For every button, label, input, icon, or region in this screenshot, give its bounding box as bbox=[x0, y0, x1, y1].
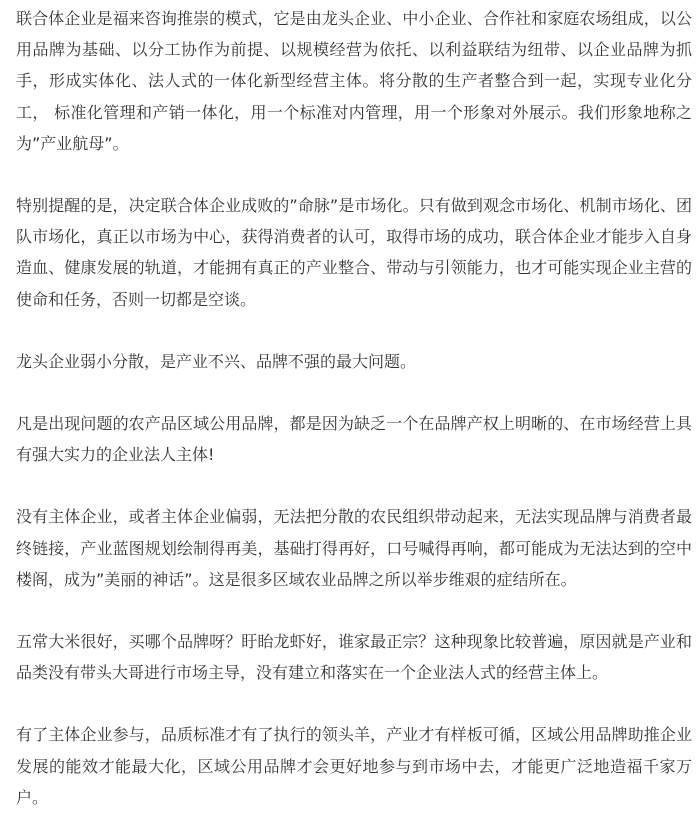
paragraph-consortium-model: 联合体企业是福来咨询推崇的模式，它是由龙头企业、中小企业、合作社和家庭农场组成，以公用品牌为基础、以分工协作为前提、以规模经营为依托、以利益联结为纽带、以企业品牌为抓手，形成实体化、法人式的一体化新型经营主体。将分散的生产者整合到一起，实现专业化分工， 标准化管理和产销一体化，用一个标准对内管理，用一个形象对外展示。我们形象地称之为”产业航母”。 bbox=[16, 9, 692, 153]
paragraph-benefits: 有了主体企业参与，品质标准才有了执行的领头羊，产业才有样板可循，区域公用品牌助推企业发展的能效才能最大化，区域公用品牌才会更好地参与到市场中去，才能更广泛地造福千家万户。 bbox=[16, 725, 692, 807]
paragraph-wuchang-rice: 五常大米很好，买哪个品牌呀？盱眙龙虾好，谁家最正宗？这种现象比较普遍，原因就是产业和品类没有带头大哥进行市场主导，没有建立和落实在一个企业法人式的经营主体上。 bbox=[16, 632, 692, 683]
paragraph-no-main-enterprise: 没有主体企业，或者主体企业偏弱，无法把分散的农民组织带动起来，无法实现品牌与消费者最终链接，产业蓝图规划绘制得再美，基础打得再好，口号喊得再响，都可能成为无法达到的空中楼阁，成为”美丽的神话”。这是很多区域农业品牌之所以举步维艰的症结所在。 bbox=[16, 507, 692, 589]
paragraph-marketization: 特别提醒的是，决定联合体企业成败的”命脉”是市场化。只有做到观念市场化、机制市场化、团队市场化，真正以市场为中心，获得消费者的认可，取得市场的成功，联合体企业才能步入自身造血、健康发展的轨道，才能拥有真正的产业整合、带动与引领能力，也才可能实现企业主营的使命和任务，否则一切都是空谈。 bbox=[16, 196, 692, 309]
paragraph-weak-leaders: 龙头企业弱小分散，是产业不兴、品牌不强的最大问题。 bbox=[16, 351, 417, 371]
article-body bbox=[16, 0, 692, 813]
paragraph-legal-entity: 凡是出现问题的农产品区域公用品牌，都是因为缺乏一个在品牌产权上明晰的、在市场经营上具有强大实力的企业法人主体! bbox=[16, 414, 692, 465]
